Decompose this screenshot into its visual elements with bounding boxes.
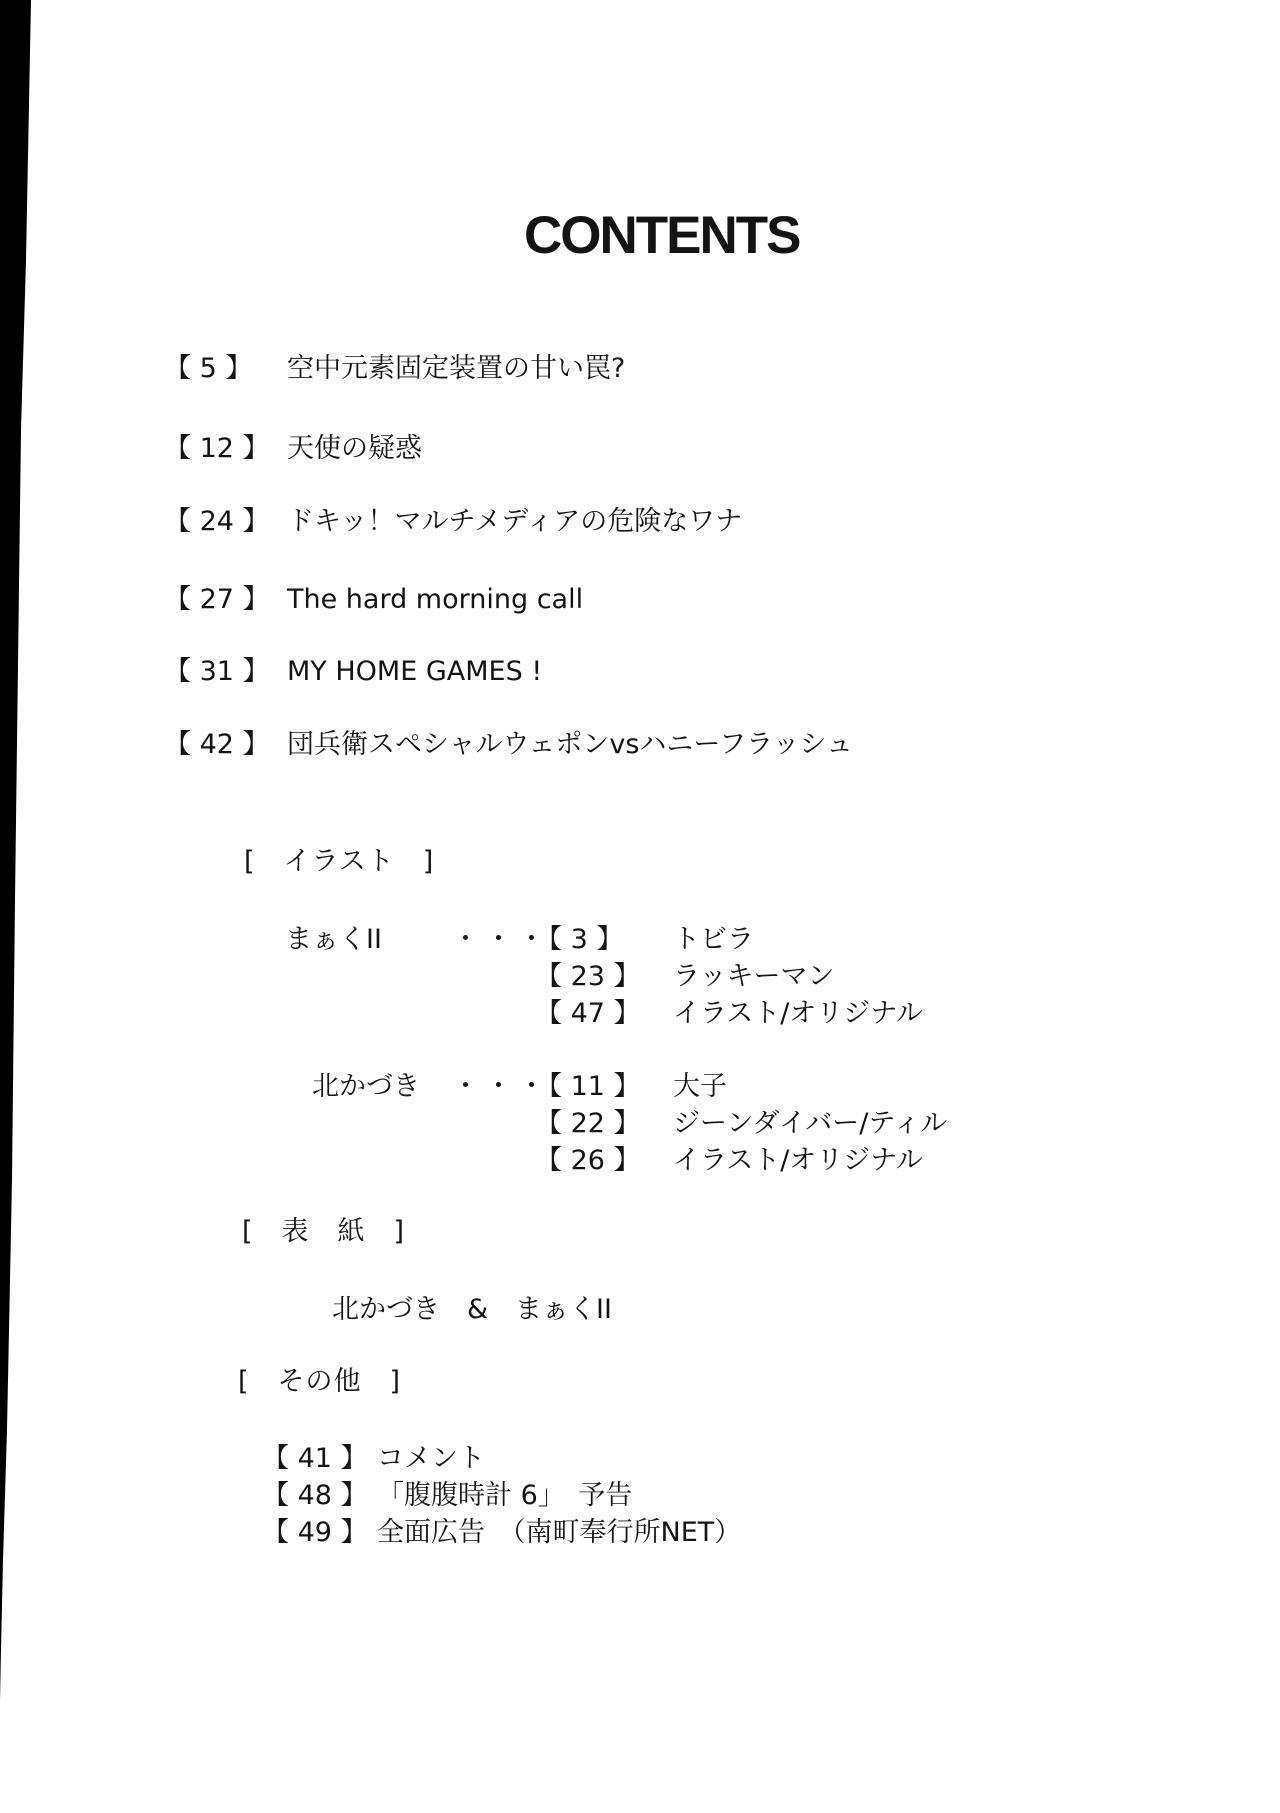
- other-item: [262, 1442, 485, 1476]
- illust-page-number: 【 3 】: [535, 924, 624, 955]
- toc-entry-title: The hard morning call: [287, 584, 584, 615]
- toc-page-number: 【 42 】: [164, 729, 270, 760]
- other-page-number: 【 41 】: [262, 1443, 368, 1474]
- dots-separator: ・・・: [452, 924, 551, 955]
- illust-item-title: イラスト/オリジナル: [673, 998, 923, 1029]
- others-section-header: [ その他 ]: [238, 1366, 402, 1397]
- toc-page-number: 【 5 】: [164, 353, 253, 384]
- toc-entry: [164, 432, 422, 466]
- illust-page-number: 【 22 】: [535, 1108, 641, 1139]
- toc-entry-title: 天使の疑惑: [287, 433, 422, 464]
- other-page-number: 【 49 】: [262, 1517, 368, 1548]
- contents-title: CONTENTS: [524, 205, 800, 265]
- illust-item-title: トビラ: [673, 924, 754, 955]
- toc-page-number: 【 27 】: [164, 584, 270, 615]
- toc-entry: [164, 505, 742, 539]
- toc-entry: [164, 352, 625, 386]
- toc-page-number: 【 24 】: [164, 506, 270, 537]
- toc-entry-title: 団兵衛スペシャルウェポンvsハニーフラッシュ: [287, 729, 853, 760]
- illust-item-title: ラッキーマン: [673, 961, 835, 992]
- toc-entry-title: 空中元素固定装置の甘い罠?: [287, 353, 626, 384]
- scan-edge-artifact: [0, 0, 40, 1813]
- other-item: [262, 1479, 632, 1513]
- illust-item: [535, 923, 754, 957]
- toc-entry: [164, 655, 542, 689]
- other-item: [262, 1516, 741, 1550]
- illust-section-header: [ イラスト ]: [244, 846, 435, 877]
- artist-name: まぁくII: [285, 924, 382, 955]
- dots-separator: ・・・: [452, 1071, 551, 1102]
- illust-page-number: 【 23 】: [535, 961, 641, 992]
- illust-page-number: 【 11 】: [535, 1071, 641, 1102]
- illust-item-title: ジーンダイバー/ティル: [673, 1108, 948, 1139]
- toc-entry-title: MY HOME GAMES !: [287, 656, 543, 687]
- toc-entry: [164, 583, 583, 617]
- cover-credit: 北かづき & まぁくII: [332, 1294, 612, 1325]
- cover-section-header: [ 表 紙 ]: [242, 1216, 406, 1247]
- other-page-number: 【 48 】: [262, 1480, 368, 1511]
- toc-page-number: 【 12 】: [164, 433, 270, 464]
- other-item-title: 全面広告 （南町奉行所NET）: [377, 1517, 742, 1548]
- toc-entry-title: ドキッ！マルチメディアの危険なワナ: [287, 506, 743, 537]
- illust-item: [535, 1070, 727, 1104]
- illust-item: [535, 1144, 923, 1178]
- illust-page-number: 【 26 】: [535, 1145, 641, 1176]
- artist-name: 北かづき: [312, 1071, 420, 1102]
- illust-item-title: イラスト/オリジナル: [673, 1145, 923, 1176]
- toc-entry: [164, 728, 853, 762]
- illust-item: [535, 997, 923, 1031]
- illust-item-title: 大子: [673, 1071, 727, 1102]
- illust-page-number: 【 47 】: [535, 998, 641, 1029]
- toc-page-number: 【 31 】: [164, 656, 270, 687]
- illust-item: [535, 960, 834, 994]
- other-item-title: コメント: [377, 1443, 485, 1474]
- illust-item: [535, 1107, 947, 1141]
- other-item-title: 「腹腹時計 6」 予告: [377, 1480, 633, 1511]
